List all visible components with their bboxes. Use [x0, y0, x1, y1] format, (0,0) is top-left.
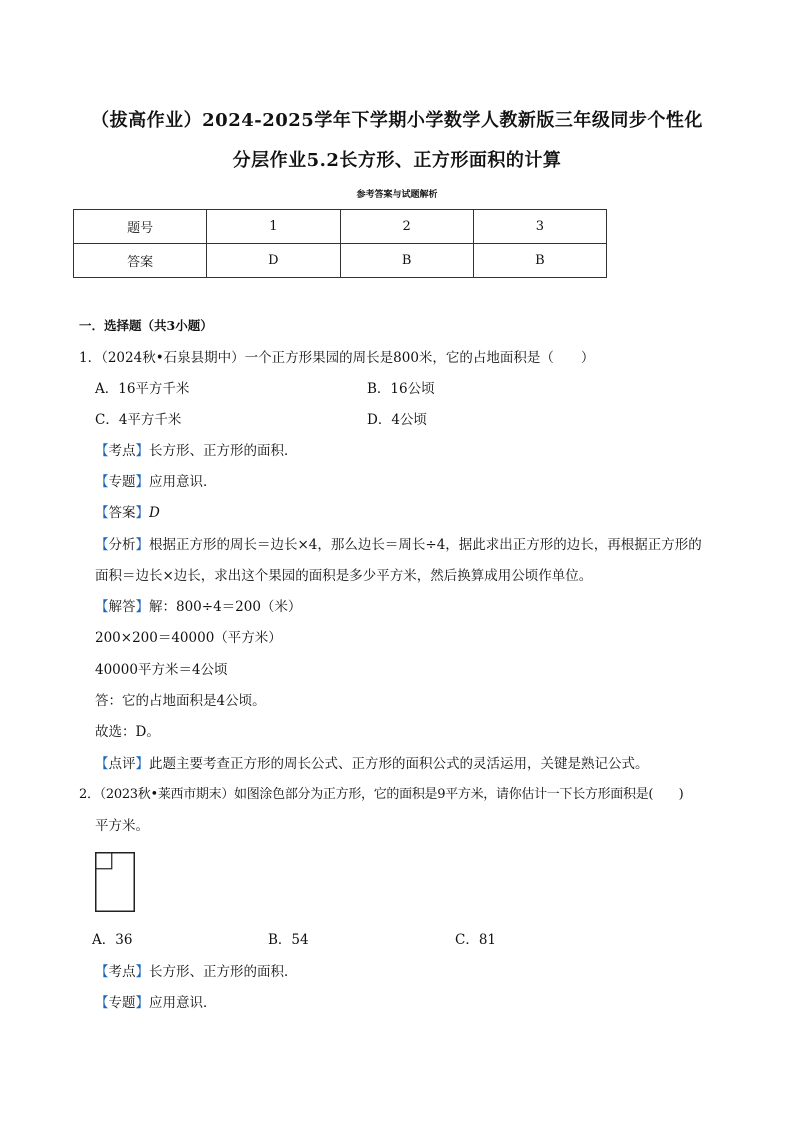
document-title-line-1: （拔高作业）2024-2025学年下学期小学数学人教新版三年级同步个性化 [91, 110, 703, 131]
q2-kaodian: 【考点】长方形、正方形的面积． [95, 964, 298, 980]
rectangle-outline [96, 853, 135, 912]
q1-fenxi: 【分析】根据正方形的周长＝边长×4，那么边长＝周长÷4，据此求出正方形的边长，再根据正方形的 [95, 537, 702, 553]
q1-zhuanti: 【专题】应用意识． [95, 474, 217, 490]
document-subtitle: 参考答案与试题解析 [356, 190, 438, 200]
kaodian-label: 考点 [108, 964, 136, 980]
question-1-option-b: B．16公顷 [367, 381, 435, 397]
question-2-option-b: B．54 [268, 932, 309, 948]
fenxi-label: 分析 [108, 537, 136, 553]
question-1-option-d: D．4公顷 [367, 412, 427, 428]
zhuanti-text: 应用意识． [149, 995, 217, 1011]
q2-zhuanti: 【专题】应用意识． [95, 995, 217, 1011]
rectangle-square-figure [95, 852, 135, 912]
question-1-option-c: C．4平方千米 [95, 412, 182, 428]
zhuanti-label: 专题 [108, 995, 136, 1011]
kaodian-text: 长方形、正方形的面积． [149, 964, 298, 980]
document-title-line-2: 分层作业5.2长方形、正方形面积的计算 [232, 150, 562, 171]
q1-jieda-line-3: 40000平方米＝4公顷 [95, 662, 228, 678]
table-cell: 2 [340, 210, 473, 244]
q1-jieda-line-4: 答：它的占地面积是4公顷。 [95, 693, 266, 709]
jieda-text-1: 解：800÷4＝200（米） [149, 599, 302, 615]
table-cell: B [473, 244, 606, 278]
table-row [74, 210, 607, 244]
dianping-label: 点评 [108, 756, 136, 772]
zhuanti-text: 应用意识． [149, 474, 217, 490]
q1-daan: 【答案】D [95, 505, 160, 521]
question-1-stem: 1．（2024秋•石泉县期中）一个正方形果园的周长是800米，它的占地面积是（ ） [79, 350, 595, 366]
table-cell: 题号 [74, 210, 207, 244]
table-cell: B [340, 244, 473, 278]
table-row [74, 244, 607, 278]
q1-dianping: 【点评】此题主要考查正方形的周长公式、正方形的面积公式的灵活运用，关键是熟记公式。 [95, 756, 649, 772]
table-cell: D [207, 244, 340, 278]
fenxi-text-1: 根据正方形的周长＝边长×4，那么边长＝周长÷4，据此求出正方形的边长，再根据正方形的 [149, 537, 702, 553]
section-heading: 一．选择题（共3小题） [79, 318, 213, 333]
q1-jieda-line-2: 200×200＝40000（平方米） [95, 630, 282, 646]
question-2-stem-line-2: 平方米。 [95, 818, 149, 834]
question-1-option-a: A．16平方千米 [95, 381, 190, 397]
dianping-text: 此题主要考查正方形的周长公式、正方形的面积公式的灵活运用，关键是熟记公式。 [149, 756, 649, 772]
question-2-option-a: A．36 [92, 932, 133, 948]
answer-table [73, 209, 607, 278]
jieda-label: 解答 [108, 599, 136, 615]
question-2-stem-line-1: 2．（2023秋•莱西市期末）如图涂色部分为正方形，它的面积是9平方米，请你估计一下长方形面积是( ) [79, 787, 684, 802]
q1-fenxi-line-2: 面积＝边长×边长，求出这个果园的面积是多少平方米，然后换算成用公顷作单位。 [95, 568, 593, 584]
zhuanti-label: 专题 [108, 474, 136, 490]
table-cell: 3 [473, 210, 606, 244]
shaded-square [96, 853, 112, 869]
table-cell: 1 [207, 210, 340, 244]
kaodian-text: 长方形、正方形的面积． [149, 443, 298, 459]
q1-kaodian: 【考点】长方形、正方形的面积． [95, 443, 298, 459]
kaodian-label: 考点 [108, 443, 136, 459]
daan-label: 答案 [108, 505, 136, 521]
question-2-option-c: C．81 [455, 932, 497, 948]
table-cell: 答案 [74, 244, 207, 278]
q1-jieda-line-5: 故选：D。 [95, 724, 160, 740]
daan-text: D [149, 505, 160, 521]
q1-jieda: 【解答】解：800÷4＝200（米） [95, 599, 302, 615]
